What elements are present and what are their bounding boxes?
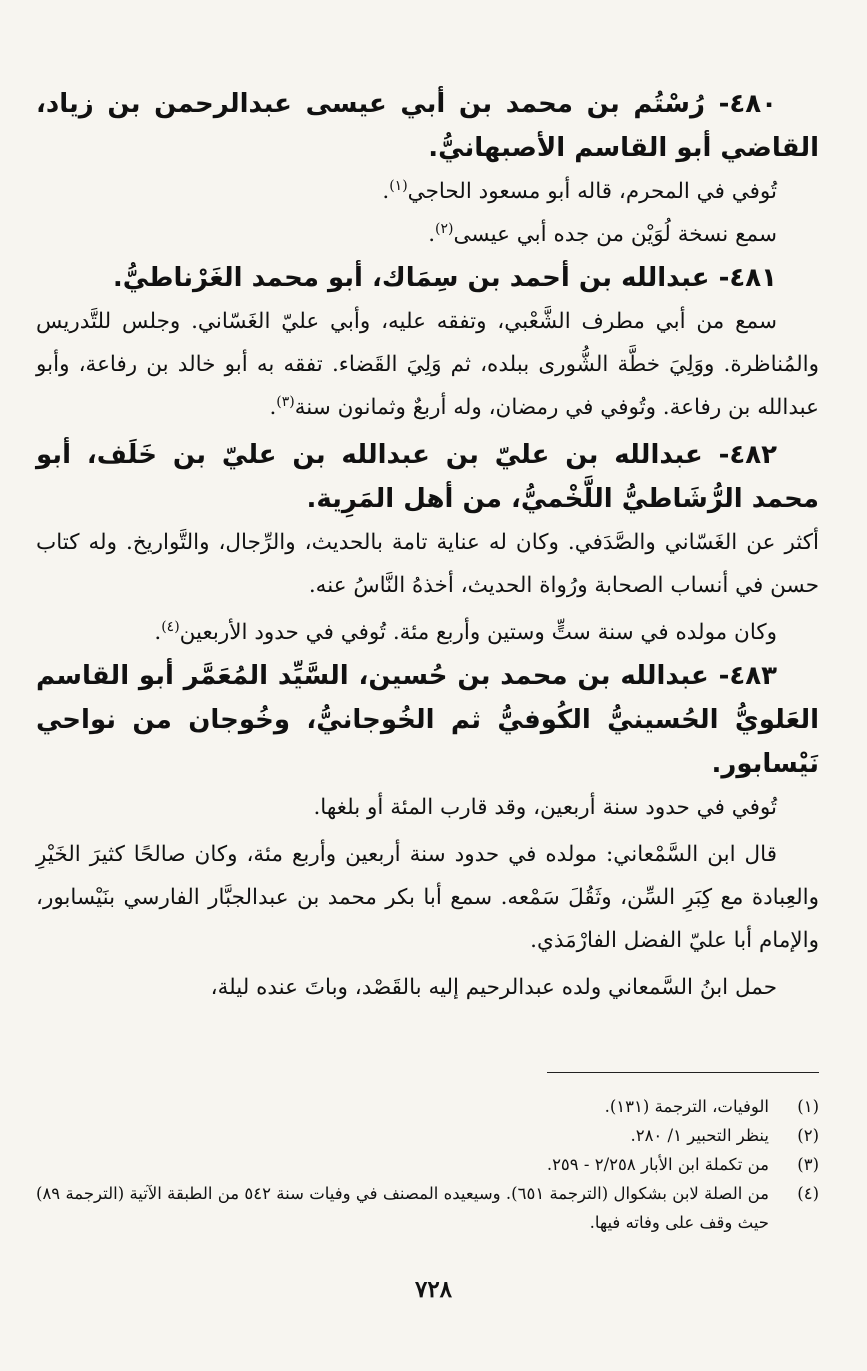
paragraph-text: سمع من أبي مطرف الشَّعْبي، وتفقه عليه، وأبي عليّ الغَسّاني. وجلس للتَّدريس والمُناظرة. ووَلِيَ خطَّة الشُّورى ببلده، ثم وَلِيَ القَضاء. تفقه به أبو خالد بن رفاعة، وأبو عبدالله بن رفاعة. وتُوفي في رمضان، وله أربعٌ وثمانون سنة: [36, 309, 819, 420]
footnote-text: ينظر التحبير ١/ ٢٨٠.: [630, 1126, 769, 1145]
entry-line: [36, 170, 819, 213]
footnote-ref[interactable]: (٢): [435, 220, 454, 237]
entry-paragraph: قال ابن السَّمْعاني: مولده في حدود سنة أربعين وأربع مئة، وكان صالحًا كثيرَ الخَيْرِ والعِبادة مع كِبَرِ السِّن، وثَقُلَ سَمْعه. سمع أبا بكر محمد بن عبدالجبَّار الفارسي بنَيْسابور، والإمام أبا عليّ الفضل الفارْمَذي.: [36, 842, 819, 953]
entry-heading: ٤٨٢- عبدالله بن عليّ بن عبدالله بن عليّ بن خَلَف، أبو محمد الرُّشَاطيُّ اللَّخْميُّ، من أهل المَرِية.: [36, 440, 819, 514]
footnote-ref[interactable]: (١): [389, 177, 408, 194]
footnotes: [36, 1092, 819, 1237]
page-number: ٧٢٨: [414, 1276, 453, 1303]
line-text: تُوفي في المحرم، قاله أبو مسعود الحاجي: [407, 179, 777, 204]
entry-heading: ٤٨٣- عبدالله بن محمد بن حُسين، السَّيِّد المُعَمَّر أبو القاسم العَلويُّ الحُسينيُّ الكُوفيُّ ثم الخُوجانيُّ، وخُوجان من نواحي نَيْسابور.: [36, 661, 819, 779]
footnote-divider: [547, 1072, 819, 1073]
entry-paragraph: أكثر عن الغَسّاني والصَّدَفي. وكان له عناية تامة بالحديث، والرِّجال، والتَّواريخ. وله كتاب حسن في أنساب الصحابة ورُواة الحديث، أخذهُ النَّاسُ عنه.: [36, 530, 819, 598]
footnote-text: من تكملة ابن الأبار ٢/٢٥٨ - ٢٥٩.: [546, 1155, 769, 1174]
entry-483: [36, 654, 819, 1009]
entry-482: [36, 433, 819, 654]
paragraph-end: .: [269, 395, 277, 420]
footnote-item: [36, 1121, 819, 1150]
footnote-number: (٢): [797, 1126, 819, 1145]
entry-heading: ٤٨١- عبدالله بن أحمد بن سِمَاك، أبو محمد الغَرْناطيُّ.: [112, 263, 777, 293]
entry-paragraph: [36, 611, 819, 654]
footnote-text: من الصلة لابن بشكوال (الترجمة ٦٥١). وسيعيده المصنف في وفيات سنة ٥٤٢ من الطبقة الآتية (الترجمة ٨٩) حيث وقف على وفاته فيها.: [36, 1184, 770, 1232]
entry-480: [36, 82, 819, 256]
paragraph-text: وكان مولده في سنة ستٍّ وستين وأربع مئة. تُوفي في حدود الأربعين: [179, 620, 777, 645]
footnote-item: [36, 1092, 819, 1121]
entry-481: [36, 256, 819, 429]
footnote-number: (١): [797, 1097, 819, 1116]
footnote-ref[interactable]: (٤): [161, 618, 180, 635]
entry-line: [36, 213, 819, 256]
footnote-number: (٣): [797, 1155, 819, 1174]
line-end: .: [428, 222, 436, 247]
footnote-number: (٤): [797, 1184, 819, 1203]
entry-heading: ٤٨٠- رُسْتُم بن محمد بن أبي عيسى عبدالرحمن بن زياد، القاضي أبو القاسم الأصبهانيُّ.: [36, 89, 819, 163]
paragraph-end: .: [154, 620, 162, 645]
footnote-item: [36, 1179, 819, 1237]
entry-paragraph: [36, 300, 819, 429]
footnote-ref[interactable]: (٣): [276, 393, 295, 410]
entry-paragraph: تُوفي في حدود سنة أربعين، وقد قارب المئة أو بلغها.: [313, 795, 777, 820]
line-end: .: [382, 179, 390, 204]
line-text: سمع نسخة لُوَيْن من جده أبي عيسى: [453, 222, 777, 247]
footnote-item: [36, 1150, 819, 1179]
footnote-text: الوفيات، الترجمة (١٣١).: [604, 1097, 769, 1116]
entry-paragraph: حمل ابنُ السَّمعاني ولده عبدالرحيم إليه بالقَصْد، وباتَ عنده ليلة،: [210, 975, 777, 1000]
